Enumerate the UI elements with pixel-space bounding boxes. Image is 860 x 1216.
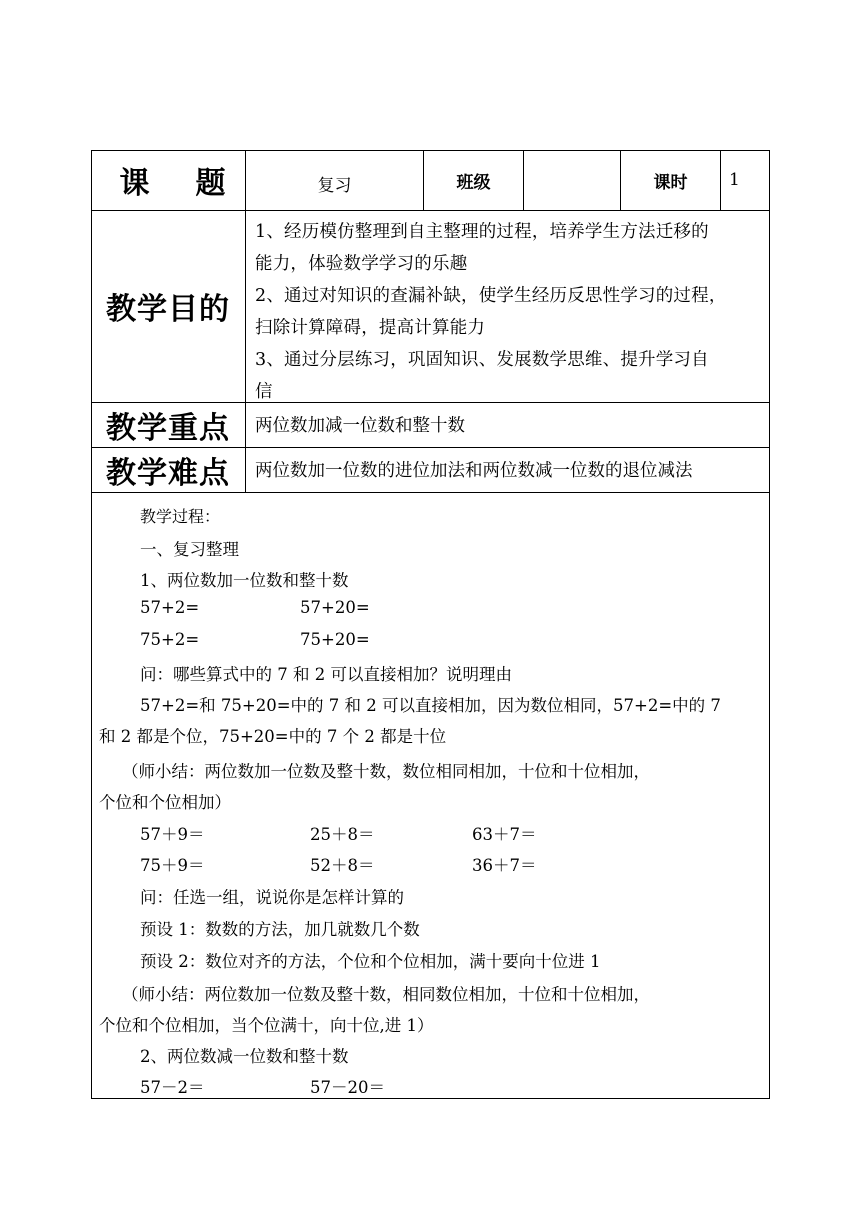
objective-line: 2、通过对知识的查漏补缺，使学生经历反思性学习的过程， <box>255 286 727 306</box>
key-points-value: 两位数加减一位数和整十数 <box>255 416 465 436</box>
class-label: 班级 <box>456 172 491 193</box>
summary-text: 个位和个位相加，当个位满十，向十位,进 1） <box>99 1016 434 1035</box>
equation: 57+20= <box>300 598 370 617</box>
summary-text: 个位和个位相加） <box>99 793 231 812</box>
section-title: 一、复习整理 <box>140 540 239 559</box>
equation: 57+2= <box>140 598 200 617</box>
equation: 75+2= <box>140 630 200 649</box>
equation: 57－2＝ <box>140 1078 205 1097</box>
answer-text: 和 2 都是个位，75+20=中的 7 个 2 都是十位 <box>99 727 447 746</box>
answer-text: 57+2=和 75+20=中的 7 和 2 可以直接相加，因为数位相同，57+2=中的 7 <box>140 696 721 715</box>
objective-line: 扫除计算障碍，提高计算能力 <box>255 318 486 338</box>
row-divider-difficulties <box>91 492 770 493</box>
summary-text: （师小结：两位数加一位数及整十数，数位相同相加，十位和十位相加， <box>122 762 650 781</box>
objective-line: 能力，体验数学学习的乐趣 <box>255 254 468 274</box>
difficulties-label: 教学难点 <box>106 455 230 491</box>
preset-text: 预设 2：数位对齐的方法，个位和个位相加，满十要向十位进 1 <box>140 952 601 971</box>
objective-line: 信 <box>255 382 273 402</box>
summary-text: （师小结：两位数加一位数及整十数，相同数位相加，十位和十位相加， <box>122 985 650 1004</box>
equation: 57－20＝ <box>310 1078 385 1097</box>
question-text: 问：哪些算式中的 7 和 2 可以直接相加？说明理由 <box>140 665 512 684</box>
process-heading: 教学过程： <box>140 507 221 526</box>
preset-text: 预设 1：数数的方法，加几就数几个数 <box>140 920 420 939</box>
equation: 75＋9＝ <box>140 856 205 875</box>
equation: 36＋7＝ <box>472 856 537 875</box>
objective-line: 1、经历模仿整理到自主整理的过程，培养学生方法迁移的 <box>255 222 709 242</box>
period-value: 1 <box>729 170 740 190</box>
objectives-label: 教学目的 <box>106 292 230 327</box>
subsection-title: 2、两位数减一位数和整十数 <box>140 1047 349 1066</box>
difficulties-value: 两位数加一位数的进位加法和两位数减一位数的退位减法 <box>255 461 693 481</box>
question-text: 问：任选一组，说说你是怎样计算的 <box>140 888 404 907</box>
topic-label: 课 题 <box>119 166 227 201</box>
equation: 52＋8＝ <box>310 856 375 875</box>
topic-value: 复习 <box>317 175 352 196</box>
objective-line: 3、通过分层练习，巩固知识、发展数学思维、提升学习自 <box>255 350 709 370</box>
key-points-label: 教学重点 <box>106 410 230 446</box>
equation: 25＋8＝ <box>310 825 375 844</box>
equation: 75+20= <box>300 630 370 649</box>
col-divider-period-value <box>720 150 721 210</box>
period-label: 课时 <box>653 172 688 193</box>
class-value <box>524 150 620 210</box>
equation: 63＋7＝ <box>472 825 537 844</box>
subsection-title: 1、两位数加一位数和整十数 <box>140 571 349 590</box>
equation: 57＋9＝ <box>140 825 205 844</box>
